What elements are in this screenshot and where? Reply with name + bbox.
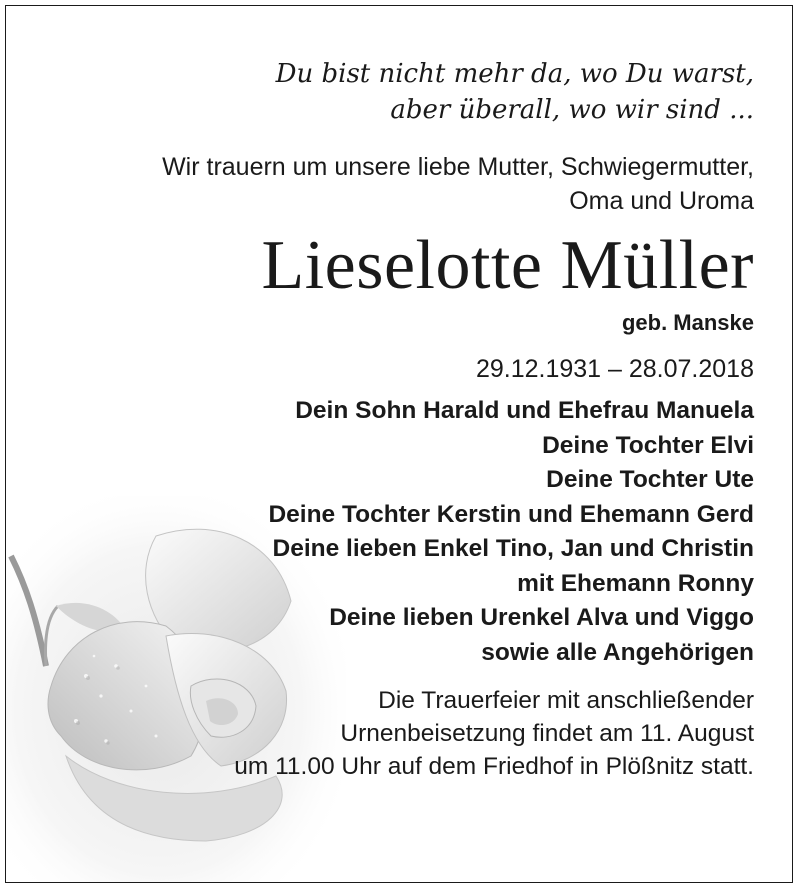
deceased-name: Lieselotte Müller (261, 227, 754, 304)
birth-name: geb. Manske (621, 310, 754, 335)
funeral-service-info (54, 684, 754, 783)
service-line: Urnenbeisetzung findet am 11. August (340, 720, 754, 747)
mourner-line: Deine Tochter Kerstin und Ehemann Gerd (268, 500, 754, 528)
mourner-line: Deine Tochter Elvi (542, 431, 754, 459)
mourner-line: Deine lieben Urenkel Alva und Viggo (329, 604, 754, 631)
life-dates: 29.12.1931 – 28.07.2018 (475, 355, 754, 383)
mourner-line: mit Ehemann Ronny (517, 569, 754, 597)
quote-line: aber überall, wo wir sind ... (390, 95, 754, 125)
intro (54, 150, 754, 218)
mourners-list (54, 394, 754, 670)
service-line: um 11.00 Uhr auf dem Friedhof in Plößnitz statt. (234, 753, 754, 780)
intro-line: Wir trauern um unsere liebe Mutter, Schwiegermutter, (162, 153, 754, 181)
mourner-line: Dein Sohn Harald und Ehefrau Manuela (295, 397, 754, 424)
intro-line: Oma und Uroma (569, 187, 754, 215)
mourner-line: Deine Tochter Ute (546, 466, 754, 493)
quote-line: Du bist nicht mehr da, wo Du warst, (275, 59, 754, 89)
notice-text (54, 6, 754, 783)
service-line: Die Trauerfeier mit anschließender (378, 687, 754, 714)
obituary-notice (5, 5, 793, 883)
quote (54, 56, 754, 128)
mourner-line: sowie alle Angehörigen (481, 638, 754, 666)
mourner-line: Deine lieben Enkel Tino, Jan und Christin (272, 535, 754, 562)
